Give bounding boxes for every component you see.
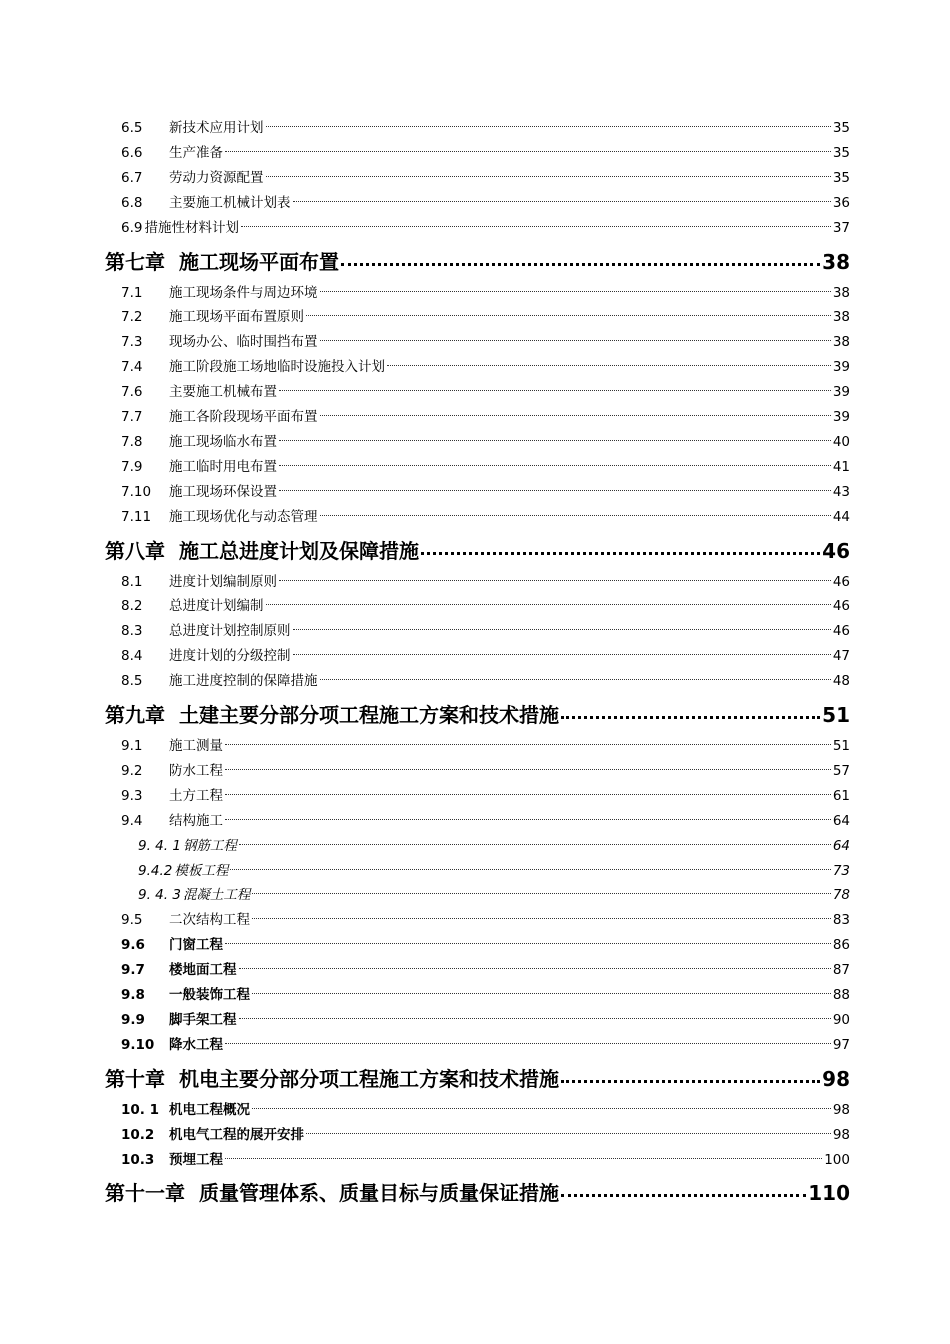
toc-entry-title: 降水工程 [169, 1036, 223, 1053]
toc-entry-page-number: 39 [832, 359, 850, 376]
dot-leader [279, 454, 831, 466]
toc-entry-page-number: 88 [832, 987, 850, 1003]
toc-entry-number: 10. 1 [121, 1101, 160, 1118]
toc-entry-number: 9.10 [121, 1036, 155, 1053]
dot-leader [252, 907, 831, 919]
toc-entry-number: 6.5 [121, 120, 143, 136]
toc-entry-number: 9. 4. 1 [138, 837, 181, 854]
toc-entry-title: 预埋工程 [169, 1151, 223, 1168]
toc-entry-page-number: 98 [822, 1066, 850, 1091]
dot-leader [341, 245, 820, 266]
toc-entry-number: 6.7 [121, 169, 143, 186]
toc-entry-page-number: 35 [832, 144, 850, 161]
toc-entry-title: 土方工程 [169, 787, 223, 804]
toc-entry-number: 9.6 [121, 937, 145, 954]
dot-leader [279, 379, 831, 391]
toc-entry-number: 第七章 [105, 249, 165, 274]
toc-entry-number: 第十章 [105, 1066, 165, 1091]
toc-section-entry[interactable] [105, 1148, 850, 1172]
dot-leader [225, 1147, 822, 1159]
toc-entry-number: 7.9 [121, 458, 143, 475]
toc-chapter-entry[interactable] [105, 246, 850, 278]
dot-leader [239, 833, 831, 845]
toc-entry-number: 第九章 [105, 703, 165, 727]
toc-entry-page-number: 37 [832, 219, 850, 236]
dot-leader [293, 643, 831, 655]
toc-section-entry[interactable] [105, 669, 850, 693]
toc-entry-page-number: 38 [832, 334, 850, 351]
toc-section-entry[interactable] [105, 1123, 850, 1147]
dot-leader [561, 1176, 806, 1197]
dot-leader [320, 280, 831, 292]
dot-leader [320, 668, 831, 680]
toc-entry-title: 脚手架工程 [169, 1011, 237, 1028]
toc-section-entry[interactable] [105, 380, 850, 404]
dot-leader [561, 698, 820, 719]
toc-entry-title: 现场办公、临时围挡布置 [169, 334, 318, 351]
toc-entry-title: 结构施工 [169, 812, 223, 829]
toc-section-entry[interactable] [105, 116, 850, 140]
toc-section-entry[interactable] [105, 1033, 850, 1057]
toc-entry-title: 施工各阶段现场平面布置 [169, 409, 318, 425]
toc-entry-title: 主要施工机械布置 [169, 384, 277, 401]
toc-chapter-entry[interactable] [105, 1177, 850, 1209]
dot-leader [293, 618, 831, 630]
toc-entry-page-number: 86 [832, 937, 850, 954]
toc-entry-number: 8.5 [121, 673, 143, 690]
dot-leader [306, 1122, 831, 1134]
toc-entry-page-number: 46 [832, 573, 850, 590]
dot-leader [293, 190, 831, 202]
toc-entry-page-number: 35 [832, 120, 850, 136]
toc-entry-title: 质量管理体系、质量目标与质量保证措施 [199, 1181, 559, 1206]
toc-section-entry[interactable] [105, 883, 850, 907]
toc-entry-number: 8.4 [121, 648, 143, 665]
toc-entry-number: 9.5 [121, 912, 143, 929]
toc-entry-page-number: 46 [832, 598, 850, 615]
toc-section-entry[interactable] [105, 480, 850, 504]
toc-entry-title: 施工现场条件与周边环境 [169, 284, 318, 301]
toc-entry-title: 措施性材料计划 [144, 219, 239, 236]
toc-entry-number: 9.4.2 [138, 862, 173, 879]
toc-entry-page-number: 43 [832, 483, 850, 500]
toc-entry-page-number: 47 [832, 648, 850, 665]
toc-entry-number: 10.2 [121, 1126, 155, 1143]
toc-entry-number: 8.1 [121, 573, 143, 590]
toc-section-entry[interactable] [105, 216, 850, 240]
toc-section-entry[interactable] [105, 191, 850, 215]
toc-entry-title: 混凝土工程 [182, 887, 251, 904]
dot-leader [279, 569, 831, 581]
toc-section-entry[interactable] [105, 784, 850, 808]
toc-entry-page-number: 48 [832, 673, 850, 690]
dot-leader [279, 429, 831, 441]
toc-entry-number: 第十一章 [105, 1181, 185, 1206]
toc-entry-page-number: 57 [832, 762, 850, 779]
toc-section-entry[interactable] [105, 933, 850, 957]
toc-entry-title: 施工现场优化与动态管理 [169, 508, 318, 525]
toc-entry-page-number: 73 [832, 862, 850, 879]
toc-entry-title: 施工总进度计划及保障措施 [179, 538, 419, 563]
toc-entry-page-number: 64 [832, 837, 850, 854]
dot-leader [225, 1032, 831, 1044]
toc-entry-number: 9.2 [121, 762, 143, 779]
toc-section-entry[interactable] [105, 330, 850, 354]
toc-section-entry[interactable] [105, 141, 850, 165]
dot-leader [225, 783, 831, 795]
toc-section-entry[interactable] [105, 958, 850, 982]
toc-entry-title: 新技术应用计划 [169, 120, 264, 136]
toc-entry-title: 机电工程概况 [169, 1101, 250, 1118]
toc-section-entry[interactable] [105, 759, 850, 783]
toc-entry-page-number: 100 [824, 1151, 850, 1168]
toc-entry-title: 总进度计划编制 [169, 598, 264, 615]
toc-entry-page-number: 97 [832, 1036, 850, 1053]
dot-leader [239, 1007, 831, 1019]
dot-leader [225, 932, 831, 944]
dot-leader [266, 593, 831, 605]
toc-entry-number: 7.8 [121, 433, 143, 450]
toc-section-entry[interactable] [105, 1008, 850, 1032]
toc-section-entry[interactable] [105, 834, 850, 858]
toc-entry-title: 施工测量 [169, 738, 223, 754]
dot-leader [225, 733, 831, 745]
toc-entry-title: 施工进度控制的保障措施 [169, 673, 318, 690]
toc-entry-number: 9.3 [121, 787, 143, 804]
toc-section-entry[interactable] [105, 859, 850, 883]
toc-entry-page-number: 38 [822, 249, 850, 274]
toc-entry-number: 6.8 [121, 194, 143, 211]
dot-leader [266, 115, 831, 127]
toc-entry-page-number: 98 [832, 1126, 850, 1143]
toc-entry-page-number: 110 [808, 1181, 850, 1206]
toc-entry-title: 施工现场环保设置 [169, 483, 277, 500]
toc-entry-title: 施工阶段施工场地临时设施投入计划 [169, 359, 385, 376]
toc-section-entry[interactable] [105, 166, 850, 190]
toc-entry-page-number: 61 [832, 787, 850, 804]
toc-entry-page-number: 90 [832, 1011, 850, 1028]
toc-entry-number: 10.3 [121, 1151, 155, 1168]
toc-entry-number: 7.1 [121, 284, 143, 301]
toc-section-entry[interactable] [105, 908, 850, 932]
toc-entry-number: 9.4 [121, 812, 143, 829]
toc-entry-number: 9.9 [121, 1011, 145, 1028]
dot-leader [230, 858, 830, 870]
toc-entry-title: 机电气工程的展开安排 [169, 1126, 304, 1143]
toc-entry-page-number: 64 [832, 812, 850, 829]
dot-leader [306, 304, 831, 316]
toc-entry-page-number: 46 [832, 623, 850, 640]
dot-leader [320, 504, 831, 516]
toc-entry-page-number: 41 [832, 458, 850, 475]
dot-leader [279, 479, 831, 491]
toc-entry-number: 7.7 [121, 409, 143, 425]
toc-entry-title: 进度计划的分级控制 [169, 648, 291, 665]
toc-entry-number: 9.8 [121, 987, 145, 1003]
dot-leader [252, 882, 830, 894]
toc-entry-title: 劳动力资源配置 [169, 169, 264, 186]
toc-entry-title: 施工现场平面布置 [179, 249, 339, 274]
toc-entry-title: 总进度计划控制原则 [169, 623, 291, 640]
toc-chapter-entry[interactable] [105, 699, 850, 731]
toc-entry-number: 第八章 [105, 538, 165, 563]
toc-entry-page-number: 36 [832, 194, 850, 211]
dot-leader [320, 329, 831, 341]
toc-entry-title: 楼地面工程 [169, 962, 237, 979]
toc-entry-number: 8.3 [121, 623, 143, 640]
toc-entry-number: 6.6 [121, 144, 143, 161]
toc-section-entry[interactable] [105, 505, 850, 529]
toc-entry-title: 进度计划编制原则 [169, 573, 277, 590]
toc-entry-title: 土建主要分部分项工程施工方案和技术措施 [179, 703, 559, 727]
toc-entry-number: 7.4 [121, 359, 143, 376]
toc-section-entry[interactable] [105, 644, 850, 668]
toc-entry-title: 主要施工机械计划表 [169, 194, 291, 211]
toc-chapter-entry[interactable] [105, 535, 850, 567]
toc-entry-title: 生产准备 [169, 144, 223, 161]
toc-entry-page-number: 39 [832, 384, 850, 401]
toc-section-entry[interactable] [105, 430, 850, 454]
dot-leader [561, 1062, 820, 1083]
toc-entry-title: 模板工程 [174, 862, 229, 879]
toc-entry-title: 门窗工程 [169, 937, 223, 954]
toc-section-entry[interactable] [105, 983, 850, 1007]
dot-leader [241, 215, 831, 227]
toc-entry-number: 9. 4. 3 [138, 887, 181, 904]
toc-entry-page-number: 38 [832, 309, 850, 326]
toc-entry-page-number: 35 [832, 169, 850, 186]
toc-entry-title: 施工现场平面布置原则 [169, 309, 304, 326]
toc-entry-page-number: 40 [832, 433, 850, 450]
dot-leader [421, 534, 820, 555]
toc-entry-number: 7.10 [121, 483, 152, 500]
toc-entry-number: 7.6 [121, 384, 143, 401]
toc-section-entry[interactable] [105, 619, 850, 643]
toc-entry-title: 钢筋工程 [182, 837, 237, 854]
toc-section-entry[interactable] [105, 809, 850, 833]
toc-entry-page-number: 38 [832, 284, 850, 301]
toc-entry-page-number: 87 [832, 962, 850, 979]
toc-section-entry[interactable] [105, 570, 850, 594]
toc-entry-number: 8.2 [121, 598, 143, 615]
dot-leader [320, 404, 831, 416]
toc-entry-page-number: 83 [832, 912, 850, 929]
toc-entry-page-number: 78 [832, 887, 850, 904]
toc-entry-number: 7.2 [121, 309, 143, 326]
dot-leader [252, 1097, 831, 1109]
toc-section-entry[interactable] [105, 734, 850, 758]
toc-entry-title: 机电主要分部分项工程施工方案和技术措施 [179, 1066, 559, 1091]
dot-leader [225, 808, 831, 820]
dot-leader [266, 165, 831, 177]
dot-leader [225, 758, 831, 770]
toc-section-entry[interactable] [105, 455, 850, 479]
dot-leader [239, 957, 831, 969]
toc-entry-page-number: 44 [832, 508, 850, 525]
toc-entry-page-number: 98 [832, 1101, 850, 1118]
toc-entry-title: 施工临时用电布置 [169, 458, 277, 475]
toc-section-entry[interactable] [105, 405, 850, 429]
toc-section-entry[interactable] [105, 594, 850, 618]
toc-entry-number: 6.9 [121, 219, 143, 236]
toc-entry-page-number: 51 [822, 703, 850, 727]
toc-chapter-entry[interactable] [105, 1063, 850, 1095]
toc-section-entry[interactable] [105, 305, 850, 329]
toc-entry-title: 一般装饰工程 [169, 987, 250, 1003]
toc-entry-number: 9.7 [121, 962, 145, 979]
toc-entry-title: 二次结构工程 [169, 912, 250, 929]
toc-entry-number: 9.1 [121, 738, 143, 754]
dot-leader [225, 140, 831, 152]
dot-leader [252, 982, 831, 994]
toc-entry-number: 7.3 [121, 334, 143, 351]
toc-entry-title: 防水工程 [169, 762, 223, 779]
toc-entry-number: 7.11 [121, 508, 152, 525]
toc-entry-page-number: 46 [822, 538, 850, 563]
dot-leader [387, 354, 831, 366]
toc-entry-page-number: 39 [832, 409, 850, 425]
toc-section-entry[interactable] [105, 355, 850, 379]
toc-section-entry[interactable] [105, 1098, 850, 1122]
toc-entry-page-number: 51 [832, 738, 850, 754]
toc-section-entry[interactable] [105, 281, 850, 305]
toc-entry-title: 施工现场临水布置 [169, 433, 277, 450]
